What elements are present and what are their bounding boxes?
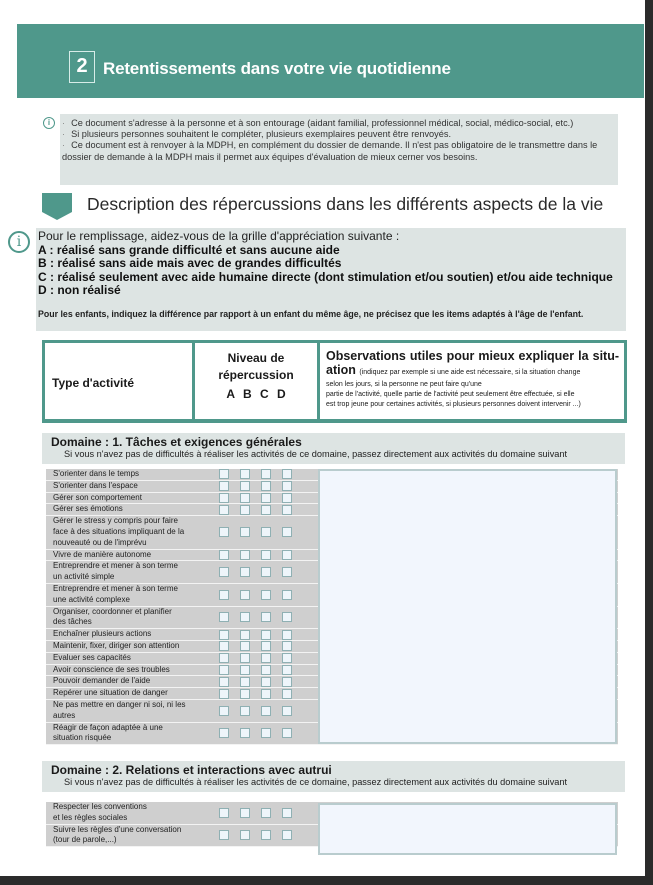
note-line: · Si plusieurs personnes souhaitent le compléter, plusieurs exemplaires peuvent être renvoyés. [62, 129, 452, 140]
activity-label-line: Gérer le stress y compris pour faire [53, 516, 178, 526]
checkbox-d[interactable] [282, 689, 292, 699]
checkbox-b[interactable] [240, 677, 250, 687]
checkbox-a[interactable] [219, 630, 229, 640]
note-text: Ce document s'adresse à la personne et à son entourage (aidant familial, professionnel médical, social, médico-social, etc.) [71, 118, 574, 128]
rating-checkboxes [219, 706, 292, 716]
checkbox-d[interactable] [282, 590, 292, 600]
rating-checkboxes [219, 808, 292, 818]
checkbox-b[interactable] [240, 728, 250, 738]
checkbox-a[interactable] [219, 527, 229, 537]
note-text: Si plusieurs personnes souhaitent le compléter, plusieurs exemplaires peuvent être renvoyés. [71, 129, 452, 140]
activity-label-line: Gérer ses émotions [53, 504, 123, 514]
activity-label-line: Enchaîner plusieurs actions [53, 629, 152, 639]
domain-subtitle: Si vous n'avez pas de difficultés à réaliser les activités de ce domaine, passez directement aux activités du domaine suivant [64, 449, 568, 459]
obs-line: selon les jours, si la personne ne peut faire qu'une [326, 381, 482, 388]
checkbox-a[interactable] [219, 689, 229, 699]
checkbox-c[interactable] [261, 728, 271, 738]
note-line: · Ce document s'adresse à la personne et à son entourage (aidant familial, professionnel médical, social, médico-social, etc.) [62, 118, 574, 128]
checkbox-d[interactable] [282, 481, 292, 491]
checkbox-a[interactable] [219, 567, 229, 577]
checkbox-b[interactable] [240, 808, 250, 818]
activity-label-line: Ne pas mettre en danger ni soi, ni les [53, 699, 186, 709]
activity-label [46, 469, 211, 480]
checkbox-c[interactable] [261, 630, 271, 640]
activity-label-line: Entreprendre et mener à son terme [53, 561, 178, 571]
checkbox-d[interactable] [282, 550, 292, 560]
note-line: · Ce document est à renvoyer à la MDPH, en complément du dossier de demande. Il n'est pas obligatoire de le transmettre dans le dossier de demande à la MDPH mais il permet aux équipes d'évaluation de mieux cerner vos besoins. [62, 140, 598, 162]
checkbox-a[interactable] [219, 590, 229, 600]
checkbox-d[interactable] [282, 493, 292, 503]
activity-label [46, 653, 211, 664]
section-marker-tip [42, 212, 72, 220]
letter-b: B [242, 387, 252, 401]
checkbox-c[interactable] [261, 612, 271, 622]
checkbox-b[interactable] [240, 469, 250, 479]
checkbox-b[interactable] [240, 641, 250, 651]
checkbox-b[interactable] [240, 567, 250, 577]
checkbox-a[interactable] [219, 612, 229, 622]
header-col-level [195, 343, 320, 419]
level-letters [195, 387, 317, 401]
info-icon: i [8, 231, 30, 253]
grid-intro: Pour le remplissage, aidez-vous de la grille d'appréciation suivante : [38, 229, 400, 243]
checkbox-a[interactable] [219, 641, 229, 651]
checkbox-b[interactable] [240, 612, 250, 622]
checkbox-c[interactable] [261, 641, 271, 651]
activity-label [46, 607, 211, 629]
checkbox-b[interactable] [240, 527, 250, 537]
children-note: Pour les enfants, indiquez la différence par rapport à un enfant du même âge, ne précisez que les items adaptés à l'âge de l'enfant. [38, 308, 584, 319]
checkbox-a[interactable] [219, 706, 229, 716]
activity-label [46, 481, 211, 492]
activity-label [46, 493, 211, 504]
level-line: répercussion [218, 368, 294, 382]
checkbox-a[interactable] [219, 505, 229, 515]
checkbox-c[interactable] [261, 706, 271, 716]
obs-title-text: Observations utiles pour mieux expliquer la situ-ation [326, 349, 619, 377]
rating-checkboxes [219, 505, 292, 515]
page-edge-right [645, 0, 653, 885]
domain-title: Domaine : 2. Relations et interactions avec autrui [51, 763, 332, 777]
checkbox-a[interactable] [219, 493, 229, 503]
rating-checkboxes [219, 665, 292, 675]
checkbox-a[interactable] [219, 469, 229, 479]
checkbox-c[interactable] [261, 527, 271, 537]
checkbox-a[interactable] [219, 808, 229, 818]
page-edge-bottom [0, 876, 653, 885]
observations-textarea[interactable] [318, 803, 617, 855]
domain-title: Domaine : 1. Tâches et exigences générales [51, 435, 302, 449]
checkbox-d[interactable] [282, 677, 292, 687]
level-title [195, 350, 317, 384]
activity-label-line: un activité simple [53, 572, 115, 582]
rating-checkboxes [219, 728, 292, 738]
checkbox-b[interactable] [240, 665, 250, 675]
obs-inline: (indiquez par exemple si une aide est nécessaire, si la situation change [359, 369, 581, 376]
checkbox-a[interactable] [219, 481, 229, 491]
info-icon: i [43, 117, 55, 129]
checkbox-d[interactable] [282, 612, 292, 622]
activity-label-line: S'orienter dans le temps [53, 469, 140, 478]
rating-checkboxes [219, 689, 292, 699]
activity-label [46, 561, 211, 583]
checkbox-b[interactable] [240, 830, 250, 840]
letter-a: A [226, 387, 235, 401]
rating-checkboxes [219, 481, 292, 491]
checkbox-d[interactable] [282, 665, 292, 675]
domain-subtitle: Si vous n'avez pas de difficultés à réaliser les activités de ce domaine, passez directement aux activités du domaine suivant [64, 777, 568, 787]
grid-item-c: C : réalisé seulement avec aide humaine directe (dont stimulation et/ou soutien) et/ou aide technique [38, 269, 613, 284]
activity-label-line: Respecter les conventions [53, 802, 147, 811]
checkbox-b[interactable] [240, 630, 250, 640]
checkbox-a[interactable] [219, 665, 229, 675]
activity-label [46, 641, 211, 652]
checkbox-d[interactable] [282, 728, 292, 738]
level-line: Niveau de [227, 351, 285, 365]
rating-checkboxes [219, 677, 292, 687]
activity-label-line: autres [53, 710, 76, 720]
checkbox-d[interactable] [282, 706, 292, 716]
rating-checkboxes [219, 469, 292, 479]
activity-label [46, 516, 211, 548]
rating-checkboxes [219, 612, 292, 622]
domain-header [42, 761, 625, 792]
obs-line: partie de l'activité, quelle partie de l'activité peut seulement être effectuée, si elle [326, 391, 575, 398]
activity-label-line: Vivre de manière autonome [53, 549, 152, 559]
activity-label-line: Organiser, coordonner et planifier [53, 606, 172, 616]
rating-checkboxes [219, 527, 292, 537]
rating-checkboxes [219, 550, 292, 560]
activity-label-line: Entreprendre et mener à son terme [53, 583, 178, 593]
grid-item-d: D : non réalisé [38, 283, 121, 297]
section-header-title: Retentissements dans votre vie quotidienne [103, 59, 451, 78]
checkbox-c[interactable] [261, 567, 271, 577]
rating-grid-box [36, 228, 626, 331]
rating-checkboxes [219, 630, 292, 640]
activity-label-line: Evaluer ses capacités [53, 652, 131, 662]
letter-c: C [259, 387, 269, 401]
activity-label-line: Repérer une situation de danger [53, 688, 168, 698]
checkbox-a[interactable] [219, 653, 229, 663]
section-number: 2 [69, 51, 95, 83]
rating-checkboxes [219, 590, 292, 600]
checkbox-a[interactable] [219, 677, 229, 687]
activity-label-line: situation risquée [53, 733, 112, 743]
checkbox-b[interactable] [240, 706, 250, 716]
checkbox-d[interactable] [282, 505, 292, 515]
activity-label [46, 688, 211, 699]
activity-label-line: Réagir de façon adaptée à une [53, 722, 163, 732]
checkbox-c[interactable] [261, 505, 271, 515]
header-col-type [45, 343, 195, 419]
checkbox-c[interactable] [261, 493, 271, 503]
checkbox-b[interactable] [240, 493, 250, 503]
activity-label-line: nouveauté ou de l'imprévu [53, 537, 147, 547]
checkbox-b[interactable] [240, 550, 250, 560]
activity-label-line: Pouvoir demander de l'aide [53, 676, 151, 686]
checkbox-c[interactable] [261, 653, 271, 663]
checkbox-c[interactable] [261, 677, 271, 687]
note-text: Ce document est à renvoyer à la MDPH, en complément du dossier de demande. Il n'est pas obligatoire de le transmettre dans le dossier de demande à la MDPH mais il permet aux équipes d'évaluation de mieux cerner vos besoins. [62, 140, 598, 162]
note-box [60, 114, 618, 185]
checkbox-d[interactable] [282, 830, 292, 840]
rating-checkboxes [219, 653, 292, 663]
checkbox-d[interactable] [282, 653, 292, 663]
obs-title [320, 343, 624, 380]
activity-label [46, 700, 211, 722]
checkbox-c[interactable] [261, 689, 271, 699]
activity-label [46, 550, 211, 561]
activity-label [46, 665, 211, 676]
rating-checkboxes [219, 567, 292, 577]
checkbox-d[interactable] [282, 641, 292, 651]
checkbox-b[interactable] [240, 505, 250, 515]
activity-label [46, 825, 211, 847]
activity-label-line: Maintenir, fixer, diriger son attention [53, 640, 180, 650]
checkbox-b[interactable] [240, 689, 250, 699]
checkbox-c[interactable] [261, 481, 271, 491]
checkbox-c[interactable] [261, 808, 271, 818]
table-header [42, 340, 627, 423]
activity-label [46, 723, 211, 745]
activity-label-line: des tâches [53, 617, 92, 627]
checkbox-c[interactable] [261, 830, 271, 840]
activity-label-line: (tour de parole,...) [53, 835, 117, 845]
checkbox-c[interactable] [261, 550, 271, 560]
checkbox-c[interactable] [261, 590, 271, 600]
observations-textarea[interactable] [318, 469, 617, 744]
checkbox-a[interactable] [219, 550, 229, 560]
activity-label-line: Suivre les règles d'une conversation [53, 824, 182, 834]
activity-label [46, 504, 211, 515]
letter-d: D [276, 387, 286, 401]
obs-line: est trop jeune pour certaines activités, si plusieurs personnes doivent intervenir ...) [326, 401, 581, 408]
checkbox-c[interactable] [261, 665, 271, 675]
checkbox-c[interactable] [261, 469, 271, 479]
checkbox-b[interactable] [240, 590, 250, 600]
activity-label [46, 676, 211, 687]
activity-label [46, 584, 211, 606]
activity-label-line: et les règles sociales [53, 812, 128, 822]
rating-checkboxes [219, 830, 292, 840]
header-col-observations [320, 343, 624, 419]
rating-checkboxes [219, 641, 292, 651]
activity-label-line: S'orienter dans l'espace [53, 480, 138, 490]
activity-label-line: une activité complexe [53, 594, 130, 604]
activity-label-line: Gérer son comportement [53, 492, 142, 502]
rating-checkboxes [219, 493, 292, 503]
activity-label-line: face à des situations impliquant de la [53, 526, 185, 536]
domain-header [42, 433, 625, 464]
checkbox-d[interactable] [282, 527, 292, 537]
checkbox-d[interactable] [282, 630, 292, 640]
section-marker-icon [42, 193, 72, 212]
activity-label [46, 802, 211, 824]
grid-item-b: B : réalisé sans aide mais avec de grandes difficultés [38, 256, 342, 270]
grid-item-a: A : réalisé sans grande difficulté et sans aucune aide [38, 242, 340, 257]
activity-label [46, 629, 211, 640]
checkbox-a[interactable] [219, 728, 229, 738]
checkbox-a[interactable] [219, 830, 229, 840]
section-title: Description des répercussions dans les différents aspects de la vie [87, 194, 604, 214]
checkbox-d[interactable] [282, 808, 292, 818]
activity-label-line: Avoir conscience de ses troubles [53, 664, 170, 674]
checkbox-d[interactable] [282, 469, 292, 479]
checkbox-d[interactable] [282, 567, 292, 577]
checkbox-b[interactable] [240, 653, 250, 663]
checkbox-b[interactable] [240, 481, 250, 491]
type-label: Type d'activité [52, 376, 134, 390]
